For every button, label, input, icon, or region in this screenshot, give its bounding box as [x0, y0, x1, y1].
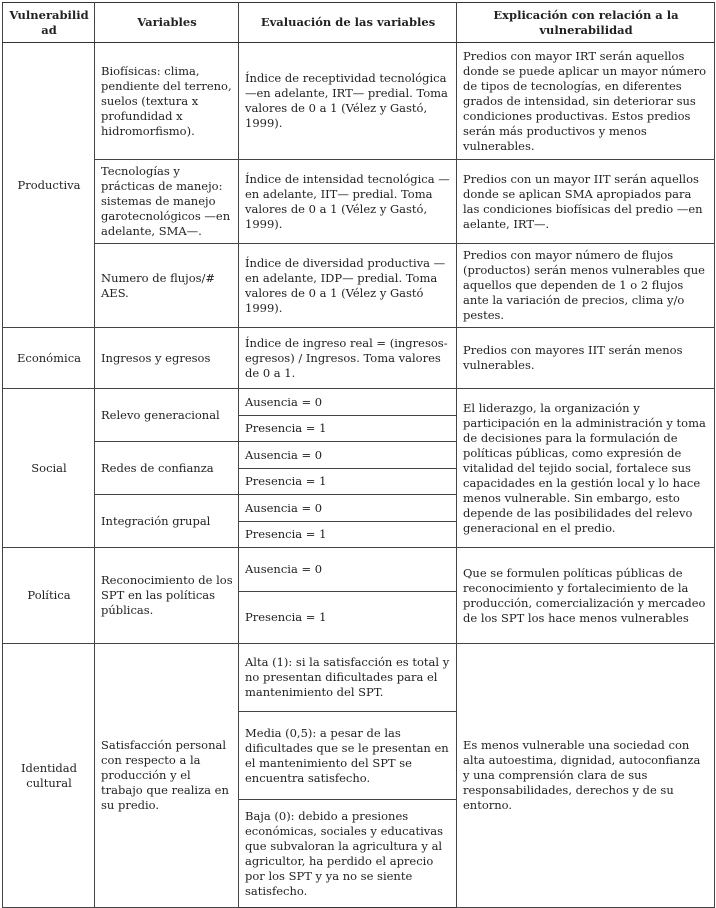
evaluacion-cell: Ausencia = 0 [239, 548, 457, 592]
evaluacion-cell: Ausencia = 0 [239, 389, 457, 416]
evaluacion-cell: Presencia = 1 [239, 522, 457, 548]
dimension-social: Social [3, 389, 95, 548]
explicacion-cell: Que se formulen políticas públicas de reconocimiento y fortalecimiento de la producción, comercialización y mercadeo de los SPT los hace menos vulnerables [457, 548, 715, 644]
dimension-economica: Económica [3, 328, 95, 389]
variable-cell: Reconocimiento de los SPT en las políticas públicas. [95, 548, 239, 644]
header-row [3, 3, 715, 43]
explicacion-cell: El liderazgo, la organización y participación en la administración y toma de decisiones para la formulación de políticas públicas, como expresión de vitalidad del tejido social, fortalece sus capacidades en la gestión local y lo hace menos vulnerable. Sin embargo, esto depende de las posibilidades del relevo generacional en el predio. [457, 389, 715, 548]
explicacion-cell: Es menos vulnerable una sociedad con alta autoestima, dignidad, autoconfianza y una comprensión clara de sus responsabilidades, derechos y de su entorno. [457, 644, 715, 908]
table-row [3, 43, 715, 160]
variable-cell: Relevo generacional [95, 389, 239, 442]
evaluacion-cell: Ausencia = 0 [239, 495, 457, 522]
table-row [3, 389, 715, 416]
evaluacion-cell: Índice de receptividad tecnológica —en adelante, IRT— predial. Toma valores de 0 a 1 (Vélez y Gastó, 1999). [239, 43, 457, 160]
evaluacion-cell: Baja (0): debido a presiones económicas, sociales y educativas que subvaloran la agricultura y al agricultor, ha perdido el aprecio por los SPT y ya no se siente satisfecho. [239, 800, 457, 908]
evaluacion-cell: Presencia = 1 [239, 592, 457, 644]
explicacion-cell: Predios con mayor número de flujos (productos) serán menos vulnerables que aquellos que dependen de 1 o 2 flujos ante la variación de precios, clima y/o pestes. [457, 244, 715, 328]
dimension-identidad-cultural: Identidad cultural [3, 644, 95, 908]
variable-cell: Satisfacción personal con respecto a la producción y el trabajo que realiza en su predio. [95, 644, 239, 908]
evaluacion-cell: Índice de intensidad tecnológica —en adelante, IIT— predial. Toma valores de 0 a 1 (Vélez y Gastó, 1999). [239, 160, 457, 244]
evaluacion-cell: Presencia = 1 [239, 416, 457, 442]
explicacion-cell: Predios con mayor IRT serán aquellos donde se puede aplicar un mayor número de tipos de tecnologías, en diferentes grados de intensidad, sin deteriorar sus condiciones productivas. Estos predios serán más productivos y menos vulnerables. [457, 43, 715, 160]
table-row [3, 160, 715, 244]
table-row [3, 244, 715, 328]
variable-cell: Integración grupal [95, 495, 239, 548]
vulnerability-table [2, 2, 715, 908]
variable-cell: Tecnologías y prácticas de manejo: sistemas de manejo garotecnológicos —en adelante, SMA—. [95, 160, 239, 244]
table-row [3, 644, 715, 712]
table-row [3, 548, 715, 592]
explicacion-cell: Predios con un mayor IIT serán aquellos donde se aplican SMA apropiados para las condiciones biofísicas del predio —en aelante, IRT—. [457, 160, 715, 244]
evaluacion-cell: Ausencia = 0 [239, 442, 457, 469]
header-explicacion: Explicación con relación a la vulnerabilidad [457, 3, 715, 43]
variable-cell: Numero de flujos/# AES. [95, 244, 239, 328]
variable-cell: Biofísicas: clima, pendiente del terreno, suelos (textura x profundidad x hidromorfismo). [95, 43, 239, 160]
dimension-productiva: Productiva [3, 43, 95, 328]
evaluacion-cell: Índice de ingreso real = (ingresos-egresos) / Ingresos. Toma valores de 0 a 1. [239, 328, 457, 389]
evaluacion-cell: Media (0,5): a pesar de las dificultades que se le presentan en el mantenimiento del SPT se encuentra satisfecho. [239, 712, 457, 800]
header-variables: Variables [95, 3, 239, 43]
header-evaluacion: Evaluación de las variables [239, 3, 457, 43]
evaluacion-cell: Alta (1): si la satisfacción es total y no presentan dificultades para el mantenimiento del SPT. [239, 644, 457, 712]
variable-cell: Redes de confianza [95, 442, 239, 495]
variable-cell: Ingresos y egresos [95, 328, 239, 389]
explicacion-cell: Predios con mayores IIT serán menos vulnerables. [457, 328, 715, 389]
evaluacion-cell: Presencia = 1 [239, 469, 457, 495]
table-row [3, 328, 715, 389]
dimension-politica: Política [3, 548, 95, 644]
evaluacion-cell: Índice de diversidad productiva —en adelante, IDP— predial. Toma valores de 0 a 1 (Vélez y Gastó 1999). [239, 244, 457, 328]
header-vulnerabilidad: Vulnerabilidad [3, 3, 95, 43]
